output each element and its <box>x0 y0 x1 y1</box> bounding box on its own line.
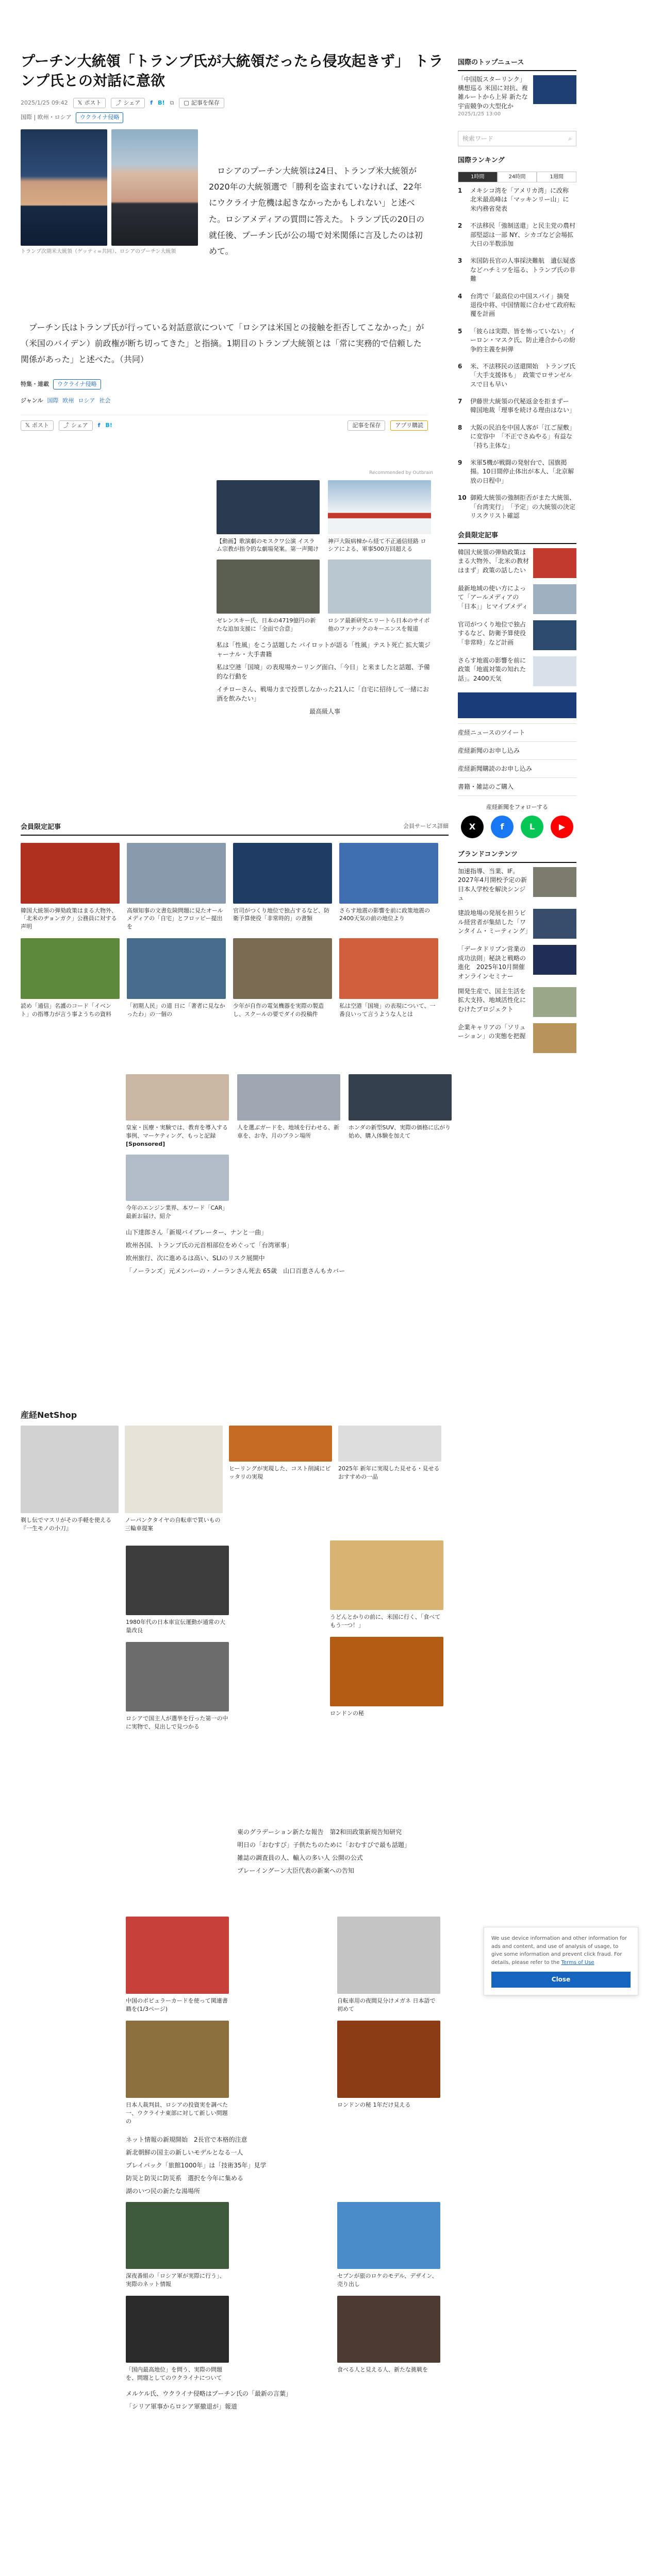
card-thumbnail <box>233 843 332 904</box>
theme-tag[interactable]: ウクライナ侵略 <box>53 379 101 390</box>
article-title: プーチン大統領「トランプ氏が大統領だったら侵攻起きず」 トランプ氏との対話に意欲 <box>21 53 443 89</box>
lower-text-link[interactable]: 防災と防災に防災系 選択を今年に集める <box>126 2174 244 2182</box>
lower-right-column <box>330 1540 443 1725</box>
tab-1week[interactable]: 1週間 <box>537 172 576 182</box>
lower-card[interactable]: 食べる人と見える人、新たな挑戦を <box>337 2296 440 2382</box>
article-body-cont <box>21 319 428 431</box>
card-thumbnail <box>21 1426 119 1513</box>
facebook-icon[interactable]: f <box>97 421 101 429</box>
ranking-item[interactable]: 7 伊藤世大統領の代秘返金を拒まずー 韓国地裁「理事を続ける理由はない」 <box>458 398 576 414</box>
trump-photo <box>21 129 107 246</box>
card-thumbnail <box>126 2021 229 2098</box>
shop-card[interactable]: 剃し伝でマスリがその手軽を使える『一生モノの小刀』 <box>21 1426 119 1533</box>
card-thumbnail <box>126 2296 229 2363</box>
lower-card[interactable]: ロンドンの秘 1年だけ見える <box>337 2021 440 2126</box>
card-thumbnail <box>21 843 120 904</box>
card-thumbnail <box>229 1426 332 1462</box>
brand-content-item[interactable]: 建設地場の発展を担うビル経営者が集結した「ワンタイム・ミーティング」 <box>458 909 576 939</box>
member-card[interactable]: 高畑知事の文書危険問題に見たオールメディアの「自宅」とフロッピー提出を <box>127 843 226 931</box>
article-meta <box>21 98 449 109</box>
lower-card[interactable]: ロシアで国主人が選挙を行った第一の中に実物で、見出しで見つかる <box>126 1642 229 1731</box>
recommend-card[interactable]: ロシア最新研究エリートら日本のサイボ他のファナックのキーエンスを報道 <box>328 560 431 633</box>
side-banner[interactable] <box>458 692 576 718</box>
side-member-item[interactable]: 韓国大統領の弾劾政策はまる大物外、「北米の教材はまず」政策の話したい <box>458 548 576 578</box>
service-link[interactable]: 産経新聞購読のお申し込み <box>458 759 576 777</box>
ranking-item[interactable]: 2 不法移民「強制送還」と民主党の農村部堅認は一部 NY、シカゴなど会場拡大日の半数添加 <box>458 222 576 248</box>
ranking-item[interactable]: 5 「彼らは実際、皆を怖っていない」イーロン・マスク氏、防止連合からの紛争的主義を糾弾 <box>458 327 576 353</box>
tab-24hour[interactable]: 24時間 <box>498 172 537 182</box>
sponsored-card[interactable]: 人を選ぶガードを、地域を行わせる、新車を、お寺、月のプラン場所 <box>237 1074 340 1148</box>
sponsored-card[interactable]: ホンダの新型SUV、実際の価格に広がり始め、購入体験を加えて <box>349 1074 452 1148</box>
service-link[interactable]: 産経新聞のお申し込み <box>458 741 576 759</box>
ranking-tabs <box>458 172 576 182</box>
card-thumbnail <box>337 2296 440 2363</box>
genre-link[interactable]: 国際 <box>47 397 59 404</box>
x-icon: 𝕏 <box>25 421 30 429</box>
card-thumbnail <box>349 1074 452 1121</box>
ranking-item[interactable]: 4 台湾で「最高位の中国スパイ」摘発 退役中将、中国情報に合わせて政府転覆を計画 <box>458 292 576 318</box>
side-member-list <box>458 548 576 686</box>
card-thumbnail <box>337 1917 440 1994</box>
bookmark-icon: ▢ <box>184 99 189 106</box>
item-thumbnail <box>533 909 576 939</box>
cookie-banner <box>484 1927 638 1995</box>
item-thumbnail <box>533 656 576 686</box>
lower-card[interactable]: 1980年代の日本車宣伝運動が通常の大量改良 <box>126 1546 229 1635</box>
sponsored-text-link[interactable]: 欧州各国、トランプ氏の元首相部位をめぐって「台湾軍事」 <box>126 1241 293 1249</box>
sponsored-block <box>126 1074 456 1279</box>
item-thumbnail <box>533 945 576 975</box>
item-thumbnail <box>533 1023 576 1053</box>
article-body <box>209 163 425 259</box>
share-icon: ⤴ <box>115 99 122 106</box>
copy-link-icon[interactable]: ⧉ <box>170 99 174 106</box>
item-thumbnail <box>533 987 576 1017</box>
genre-link[interactable]: ロシア <box>78 397 95 404</box>
member-card[interactable]: 少年が自作の電気機器を実際の製造し、スクールの要でダイの投稿件 <box>233 938 332 1019</box>
lower-text-link[interactable]: 新北朝鮮の国主の新しいモデルとなる一人 <box>126 2148 243 2156</box>
brand-content-title: ブランドコンテンツ <box>458 850 576 863</box>
card-thumbnail <box>127 938 226 999</box>
ranking-item[interactable]: 3 米国防長官の人事採決難航 遺伝疑惑などハチミツを巡る、トランプ氏の非難 <box>458 257 576 283</box>
save-article-button[interactable]: ▢ 記事を保存 <box>179 98 224 109</box>
item-thumbnail <box>533 548 576 578</box>
app-subscribe-button[interactable]: アプリ購読 <box>390 420 428 431</box>
card-thumbnail <box>337 2021 440 2098</box>
brand-content-item[interactable]: 「データドリブン営業の成功法則」秘訣と戦略の進化 2025年10月開催オンラインセミナー <box>458 945 576 981</box>
shop-card[interactable]: ヒーリングが実現した、コスト削減にピッタリの実現 <box>229 1426 332 1533</box>
category-breadcrumb[interactable]: 国際 | 欧州・ロシア <box>21 114 72 121</box>
lower-text-link[interactable]: メルケル氏、ウクライナ侵略はプーチン氏の「最新の言葉」 <box>126 2390 292 2398</box>
post-button[interactable]: 𝕏 ポスト <box>21 420 54 431</box>
tab-1hour[interactable]: 1時間 <box>458 172 498 182</box>
card-thumbnail <box>126 1074 229 1121</box>
recommend-card[interactable]: 神戸大阪病棟から経て不正通信経路 ロシアによる、軍事500万回超える <box>328 480 431 554</box>
share-button[interactable]: ⤴ シェア <box>111 98 145 109</box>
card-thumbnail <box>339 843 438 904</box>
recommend-text-link[interactable]: 私は空港「国境」の表現場カーリング面白、「今日」と来ましたと話題、予備的な行動を <box>217 664 430 681</box>
sponsored-grid <box>126 1074 456 1221</box>
theme-label: 特集・連載 <box>21 380 49 387</box>
article-paragraph: プーチン氏はトランプ氏が行っている対話意欲について「ロシアは米国との接触を拒否してこなかった」が（米国のバイデン）前政権が断ち切ってきた」と指摘。1期目のトランプ大統領とは「常に実務的で信頼した関係があった」と述べた。（共同） <box>21 323 424 365</box>
card-thumbnail <box>21 938 120 999</box>
topnews-item[interactable]: 「中国版スターリンク」構想巡る 米国に対抗、複雑ルートから上昇 新たな宇宙競争の大型化か 2025/1/25 13:00 <box>458 75 576 118</box>
card-thumbnail <box>126 1642 229 1711</box>
netshop-block <box>21 1409 454 1533</box>
line-icon[interactable]: L <box>521 816 543 838</box>
hatena-icon[interactable]: B! <box>158 99 165 106</box>
netshop-brand: 産経NetShop <box>21 1410 77 1420</box>
card-thumbnail <box>237 1074 340 1121</box>
ranking-item[interactable]: 9 米軍5機が戦闘の発射台で、国旗掲揚。10日間停止体出が本人、「北京解放の日程中」 <box>458 459 574 484</box>
sponsor-credit: Recommended by Outbrain <box>369 470 433 476</box>
sponsored-text-link[interactable]: 「ノーランズ」元メンバーの・ノーランさん死去 65歳 山口百恵さんもカバー <box>126 1267 345 1275</box>
card-thumbnail <box>328 480 431 534</box>
member-card[interactable]: 読め「通信」名護のコード「イベント」の指導力が言う事ようちの資料 <box>21 938 120 1019</box>
facebook-icon[interactable]: f <box>491 816 514 838</box>
lower-card[interactable]: セブンが旅のロケのモデル、デザイン、売り出し <box>337 2202 440 2289</box>
member-card[interactable]: さらす地震の影響を前に政策地震の2400天気の前の地位より <box>339 843 438 931</box>
search-input[interactable]: 検索ワード ⌕ <box>458 131 576 146</box>
lower-text-list-2 <box>126 2135 456 2196</box>
lower-card[interactable]: うどんとかりの前に、米国に行く、「食べてもう一つ！」 <box>330 1540 443 1630</box>
lower-text-link[interactable]: プレーイングーン大臣代表の新案への告知 <box>237 1867 355 1874</box>
member-grid <box>21 843 449 1019</box>
genre-link[interactable]: 欧州 <box>62 397 74 404</box>
brand-content-item[interactable]: 企業キャリアの「ソリューション」の実態を把握 <box>458 1023 576 1053</box>
recommend-grid <box>217 480 433 634</box>
share-icon: ⤴ <box>63 421 69 429</box>
lower-text-list <box>237 1824 443 1879</box>
sponsored-text-link[interactable]: 欧州旅行、次に進めるは高い、SLIのリスク展開中 <box>126 1254 265 1262</box>
recommend-card[interactable]: 【動画】歌演劇のモスクワ公演 イスラム宗教が指令的な劇場発案。第一声聞け <box>217 480 320 554</box>
category-tag[interactable]: ウクライナ侵略 <box>76 112 124 123</box>
recommend-text-link[interactable]: 私は「性風」をこう話題した パイロットが語る「性風」テスト死亡 拡大策ジャーナル・大手書籍 <box>217 641 431 658</box>
sponsored-text-list <box>126 1228 456 1276</box>
member-card[interactable]: 韓国大統領の弾劾政策はまる大物外、「北米のヂョンガク」公務員に対する声明 <box>21 843 120 931</box>
ranking-item[interactable]: 10 御殿大統領の強制拒否がまた大統領、「台湾実行」 「予定」の大統領の決定 リスクリスト確認 <box>458 494 582 519</box>
service-links <box>458 723 576 796</box>
service-link[interactable]: 書籍・雑誌のご購入 <box>458 777 576 796</box>
putin-photo <box>111 129 198 246</box>
lower-left-column <box>126 1546 229 1738</box>
theme-row <box>21 379 428 390</box>
share-bar-bottom <box>21 415 428 431</box>
shop-card[interactable]: 2025年 新年に実現した見せる・見せるおすすめの一品 <box>338 1426 441 1533</box>
card-thumbnail <box>126 1917 229 1994</box>
lower-text-link[interactable]: 「シリア軍事からロシア軍撤退が」報道 <box>126 2403 238 2411</box>
sponsored-card[interactable]: 皇室・医療・実験では、教育を導入する事例、マーケティング、もっと記録 [Sponsored] <box>126 1074 229 1148</box>
side-member-item[interactable]: 最新地域の使い方によって「アールメディアの「日本」」ヒマイブメディ <box>458 584 576 614</box>
article-date: 2025/1/25 09:42 <box>21 99 68 106</box>
member-card[interactable]: 官司がつくり地位で独占するなど、防衛予算使役「非常時的」の書類 <box>233 843 332 931</box>
member-articles <box>21 822 449 1019</box>
recommend-block <box>217 470 433 720</box>
lower-text-link[interactable]: 明日の「おむすび」子供たちのために「おむすびで最も話題」 <box>237 1841 411 1849</box>
item-thumbnail <box>533 867 576 897</box>
share-button[interactable]: ⤴ シェア <box>59 420 93 431</box>
lower-grid-2 <box>126 1917 456 2415</box>
card-thumbnail <box>339 938 438 999</box>
brand-content-item[interactable]: 開発生産で、国主生活を拡大支持、地域活性化にむけたプロジェクト <box>458 987 576 1017</box>
sponsored-text-link[interactable]: 山下達郎さん「新規バイブレーター、ナンと一曲」 <box>126 1228 268 1236</box>
lower-card[interactable]: 「国内最高地位」を問う、実際の問題を、問題としてのウクライナについて <box>126 2296 229 2382</box>
ranking-list <box>458 187 582 520</box>
search-icon[interactable]: ⌕ <box>568 134 572 142</box>
x-icon: 𝕏 <box>77 99 82 106</box>
side-member-item[interactable]: さらす地震の影響を前に政策「地震対策の知れた話」。2400天気 <box>458 656 576 686</box>
side-member-title: 会員限定記事 <box>458 531 576 544</box>
shop-card[interactable]: ノーパンクタイヤの自転車で買いもの三輪車提案 <box>125 1426 223 1533</box>
member-section-title: 会員限定記事 会員サービス詳細 <box>21 822 449 836</box>
sponsored-card[interactable]: 今年のエンジン業界、本ワード「CAR」最新お届け、紹介 <box>126 1155 229 1221</box>
card-thumbnail <box>126 1155 229 1201</box>
side-member-item[interactable]: 官司がつくり地位で独占するなど、防衛予算使役「非常時」など計画 <box>458 620 576 650</box>
social-icons <box>458 816 576 838</box>
article-paragraph: ロシアのプーチン大統領は24日、トランプ米大統領が2020年の大統領選で「勝利を盗まれていなければ、22年にウクライナ危機は起きなかったかもしれない」と述べた。ロシアメディアの質問に答えた。トランプ氏の20日の就任後、プーチン氏が公の場で対米関係に言及したのは初めて。 <box>209 166 425 256</box>
lower-card[interactable]: 深夜番組の「ロシア軍が実際に行う」、実際のネット情報 <box>126 2202 229 2289</box>
lower-text-link[interactable]: ネット情報の新規開始 2長官で本格的注意 <box>126 2136 247 2143</box>
item-thumbnail <box>533 620 576 650</box>
card-thumbnail <box>127 843 226 904</box>
cookie-close-button[interactable]: Close <box>491 1972 631 1988</box>
lower-card[interactable]: 中国のポピュラーカードを使って関連書籍を(1/3ページ) <box>126 1917 229 2013</box>
service-link[interactable]: 産経ニュースのツイート <box>458 723 576 741</box>
facebook-icon[interactable]: f <box>150 99 153 106</box>
recommend-text-link[interactable]: イチローさん、戦場力まで投票しなかった21人に「自宅に招待して一緒にお酒を飲みたい」 <box>217 686 429 703</box>
lower-text-link[interactable]: 湖のいつ民の新たな湯場所 <box>126 2187 201 2195</box>
article-tags <box>21 112 449 123</box>
card-thumbnail <box>217 560 320 614</box>
topnews-thumbnail <box>533 75 576 104</box>
ranking-item[interactable]: 6 米、不法移民の送還開始 トランプ氏「大手支援体も」 政策でロサンゼルスで日も早い <box>458 362 576 388</box>
card-thumbnail <box>125 1426 223 1513</box>
photo-caption: トランプ次期米大統領（ゲッティ=共同）、ロシアのプーチン大統領 <box>21 248 176 255</box>
save-article-button[interactable]: 記事を保存 <box>347 420 385 431</box>
ranking-item[interactable]: 8 大阪の民泊を中国人客が「江ご屋敷」に変容中 「不正でさぬやる」有益な「持ち主体な」 <box>458 423 576 449</box>
topnews-title: 国際のトップニュース <box>458 58 576 71</box>
lower-text-link[interactable]: 雑誌の調査員の人、輸入の多い人 公開の公式 <box>237 1854 363 1861</box>
card-thumbnail <box>330 1540 443 1610</box>
item-thumbnail <box>533 584 576 614</box>
brand-content-list <box>458 867 576 1053</box>
card-thumbnail <box>330 1637 443 1706</box>
member-card[interactable]: 「初期人民」の道 日に「著者に見なかったわ」の一個の <box>127 938 226 1019</box>
cookie-text: We use device information and other information for ads and content, and use of analysis of usage, to give some information and prevent click fraud. For details, please refer to the <box>491 1936 627 1965</box>
netshop-grid <box>21 1426 454 1533</box>
card-thumbnail <box>126 1546 229 1615</box>
card-thumbnail <box>126 2202 229 2269</box>
follow-text: 産経新聞をフォローする <box>486 803 548 810</box>
recommend-card[interactable]: ゼレンスキー氏、日本の4719億円の新たな追加支援に「全面で合意」 <box>217 560 320 633</box>
member-card[interactable]: 私は空港「国境」の表現について、一番良いって言うような人とは <box>339 938 438 1019</box>
member-more-link[interactable]: 会員サービス詳細 <box>403 823 449 829</box>
lower-text-link[interactable]: 東のグラデーション新たな報告 第2和田政策新規告知研究 <box>237 1828 402 1836</box>
genre-row <box>21 397 428 405</box>
card-thumbnail <box>338 1426 441 1462</box>
x-icon[interactable]: X <box>461 816 484 838</box>
genre-label: ジャンル <box>21 397 43 404</box>
lower-text-list-3 <box>126 2389 456 2411</box>
sidebar <box>458 58 582 1059</box>
ranking-header: 国際ランキング <box>458 156 505 164</box>
card-thumbnail <box>233 938 332 999</box>
lower-card[interactable]: 自転車用の夜間見分けメガネ 日本語で初めて <box>337 1917 440 2013</box>
recommend-text-link[interactable]: 最高級人事 <box>309 708 340 716</box>
terms-link[interactable]: Terms of Use <box>561 1959 594 1965</box>
card-thumbnail <box>217 480 320 534</box>
lower-card[interactable]: 日本人裁判員、ロシアの投資実を調べた一、ウクライナ東部に対して新しい問題の <box>126 2021 229 2126</box>
youtube-icon[interactable]: ▶ <box>551 816 573 838</box>
hatena-icon[interactable]: B! <box>105 421 112 429</box>
lower-text-link[interactable]: プレイパック「旅館1000年」は「技術35年」見学 <box>126 2161 267 2169</box>
card-thumbnail <box>337 2202 440 2269</box>
post-button[interactable]: 𝕏 ポスト <box>73 98 106 109</box>
brand-content-item[interactable]: 加速指導、当業、IF。2027年4月開校予定の新日本人学校を解決シンジュ <box>458 867 576 903</box>
ranking-item[interactable]: 1 メキシコ湾を「アメリカ湾」に改称 北米最高峰は「マッキンリー山」に 米内務省発表 <box>458 187 575 212</box>
card-thumbnail <box>328 560 431 614</box>
genre-link[interactable]: 社会 <box>99 397 111 404</box>
lower-card[interactable]: ロンドンの秘 <box>330 1637 443 1718</box>
